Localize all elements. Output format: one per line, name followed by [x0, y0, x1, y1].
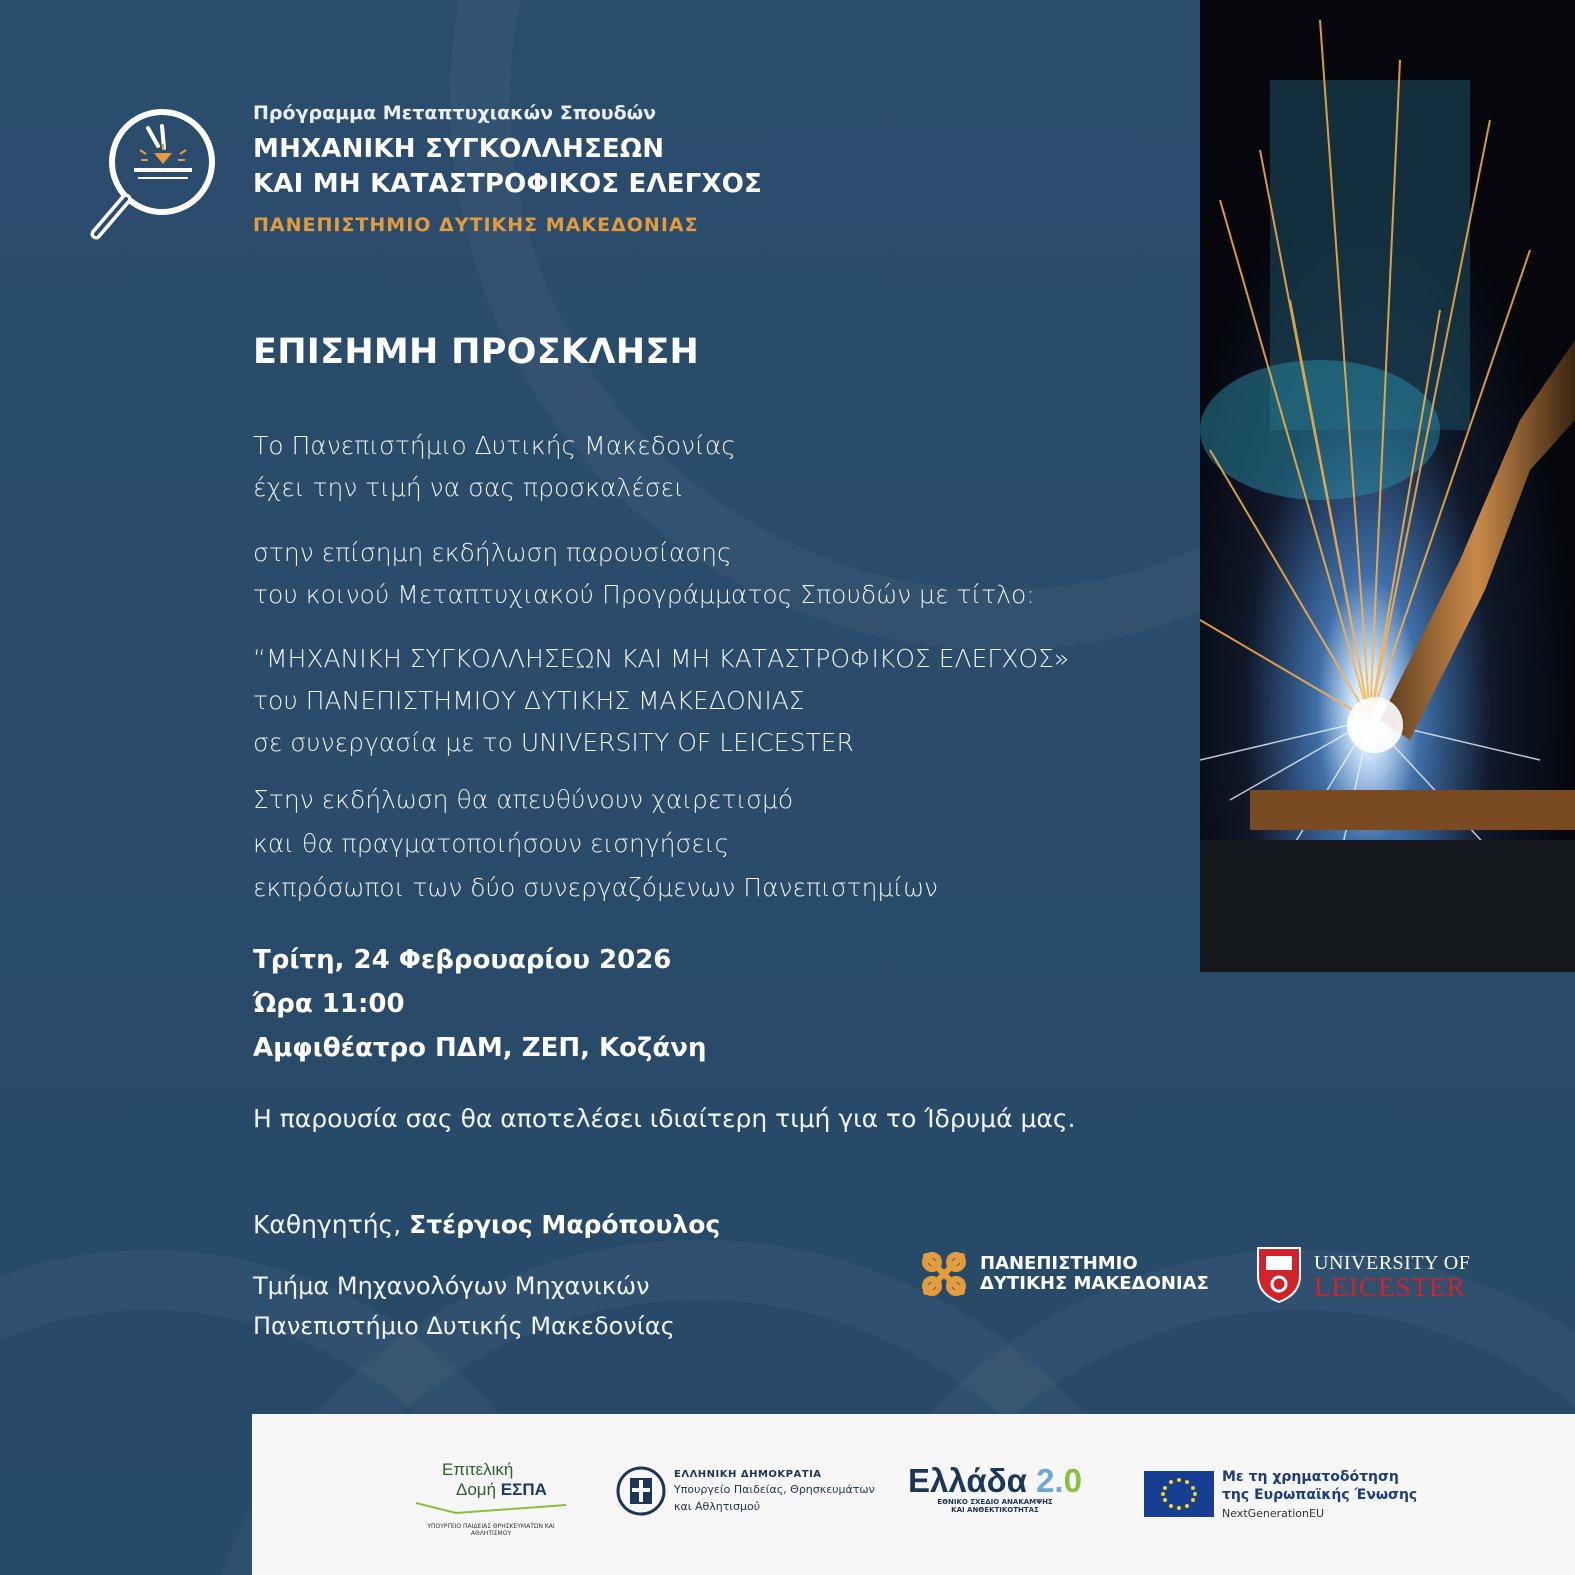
- paragraph-1-line1: Το Πανεπιστήμιο Δυτικής Μακεδονίας: [253, 431, 736, 460]
- program-title-line1: ΜΗΧΑΝΙΚΗ ΣΥΓΚΟΛΛΗΣΕΩΝ: [253, 134, 665, 164]
- hellenic-line2: Υπουργείο Παιδείας, Θρησκευμάτων: [674, 1482, 875, 1496]
- uowm-logo-line2: ΔΥΤΙΚΗΣ ΜΑΚΕΔΟΝΙΑΣ: [980, 1273, 1209, 1294]
- paragraph-2-line1: στην επίσημη εκδήλωση παρουσίασης: [253, 538, 732, 567]
- eu-line3: NextGenerationEU: [1222, 1507, 1324, 1520]
- invitation-heading: ΕΠΙΣΗΜΗ ΠΡΟΣΚΛΗΣΗ: [253, 332, 700, 372]
- hellenic-republic-logo: [616, 1466, 875, 1516]
- university-name: ΠΑΝΕΠΙΣΤΗΜΙΟ ΔΥΤΙΚΗΣ ΜΑΚΕΔΟΝΙΑΣ: [253, 214, 699, 236]
- signer-name: Στέργιος Μαρόπουλος: [409, 1210, 721, 1239]
- espa-logo: [416, 1460, 566, 1537]
- paragraph-4-line2: και θα πραγματοποιήσουν εισηγήσεις: [253, 829, 730, 858]
- eu-funding-logo: [1144, 1468, 1417, 1520]
- program-title-line2: ΚΑΙ ΜΗ ΚΑΤΑΣΤΡΟΦΙΚΟΣ ΕΛΕΓΧΟΣ: [253, 169, 763, 199]
- signer-department: Τμήμα Μηχανολόγων Μηχανικών: [253, 1272, 650, 1300]
- greece-2-0-num-b: 0: [1063, 1462, 1082, 1499]
- uowm-knot-icon: [918, 1248, 970, 1300]
- event-venue: Αμφιθέατρο ΠΔΜ, ΖΕΠ, Κοζάνη: [253, 1033, 707, 1063]
- paragraph-2-line2: του κοινού Μεταπτυχιακού Προγράμματος Σπουδών με τίτλο:: [253, 580, 1035, 609]
- paragraph-3-line2: του ΠΑΝΕΠΙΣΤΗΜΙΟΥ ΔΥΤΙΚΗΣ ΜΑΚΕΔΟΝΙΑΣ: [253, 686, 805, 715]
- greece-2-0-logo: [908, 1464, 1082, 1514]
- espa-line2-word: Δομή: [456, 1480, 501, 1499]
- signer-university: Πανεπιστήμιο Δυτικής Μακεδονίας: [253, 1312, 675, 1340]
- greece-2-0-sub1: ΕΘΝΙΚΟ ΣΧΕΔΙΟ ΑΝΑΚΑΜΨΗΣ: [937, 1498, 1053, 1506]
- signer-title: Καθηγητής,: [253, 1210, 402, 1239]
- leicester-logo-line2: LEICESTER: [1314, 1272, 1466, 1302]
- paragraph-3: [253, 638, 1069, 764]
- greece-2-0-word: Ελλάδα: [908, 1462, 1037, 1499]
- event-date: Τρίτη, 24 Φεβρουαρίου 2026: [253, 945, 672, 975]
- funding-footer: [252, 1414, 1575, 1575]
- greece-2-0-sub2: ΚΑΙ ΑΝΘΕΚΤΙΚΟΤΗΤΑΣ: [951, 1506, 1039, 1514]
- welding-photo: [1200, 0, 1575, 972]
- eu-flag-icon: [1144, 1471, 1214, 1517]
- closing-sentence: Η παρουσία σας θα αποτελέσει ιδιαίτερη τιμή για το Ίδρυμά μας.: [253, 1104, 1076, 1133]
- leicester-logo-line1: UNIVERSITY OF: [1314, 1252, 1471, 1274]
- paragraph-1-line2: έχει την τιμή να σας προσκαλέσει: [253, 473, 684, 502]
- paragraph-1: [253, 425, 736, 509]
- leicester-shield-icon: [1256, 1246, 1302, 1304]
- espa-swoosh-icon: [416, 1501, 566, 1515]
- espa-line2: [416, 1480, 566, 1500]
- greece-2-0-wordmark: [908, 1464, 1082, 1498]
- event-time: Ώρα 11:00: [253, 989, 405, 1019]
- espa-line1: Επιτελική: [442, 1460, 514, 1479]
- signer-line: [253, 1210, 720, 1239]
- welding-magnifier-icon: [86, 98, 220, 244]
- hellenic-line1: ΕΛΛΗΝΙΚΗ ΔΗΜΟΚΡΑΤΙΑ: [674, 1468, 822, 1480]
- espa-acronym: ΕΣΠΑ: [500, 1480, 547, 1499]
- espa-subline: ΥΠΟΥΡΓΕΙΟ ΠΑΙΔΕΙΑΣ ΘΡΗΣΚΕΥΜΑΤΩΝ ΚΑΙ ΑΘΛΗΤΙΣΜΟΥ: [427, 1523, 555, 1537]
- greek-emblem-icon: [616, 1466, 666, 1516]
- eu-line1: Με τη χρηματοδότηση: [1222, 1469, 1399, 1485]
- signer-affiliation: [253, 1266, 675, 1346]
- eu-line2: της Ευρωπαϊκής Ένωσης: [1222, 1487, 1418, 1503]
- program-subtitle: Πρόγραμμα Μεταπτυχιακών Σπουδών: [253, 102, 657, 124]
- event-details: [253, 938, 706, 1070]
- uowm-logo-line1: ΠΑΝΕΠΙΣΤΗΜΙΟ: [980, 1253, 1138, 1274]
- paragraph-3-line1: “ΜΗΧΑΝΙΚΗ ΣΥΓΚΟΛΛΗΣΕΩΝ ΚΑΙ ΜΗ ΚΑΤΑΣΤΡΟΦΙΚΟΣ ΕΛΕΓΧΟΣ»: [253, 644, 1070, 673]
- paragraph-3-line3: σε συνεργασία με το UNIVERSITY OF LEICESTER: [253, 728, 854, 757]
- program-header: [253, 100, 762, 236]
- paragraph-4: [253, 778, 938, 910]
- paragraph-2: [253, 532, 1035, 616]
- paragraph-4-line1: Στην εκδήλωση θα απευθύνουν χαιρετισμό: [253, 785, 794, 814]
- hellenic-line3: και Αθλητισμού: [674, 1499, 761, 1513]
- uowm-partner-logo: [918, 1248, 1209, 1300]
- leicester-partner-logo: [1256, 1246, 1470, 1304]
- greece-2-0-num-a: 2.: [1036, 1462, 1064, 1499]
- paragraph-4-line3: εκπρόσωποι των δύο συνεργαζόμενων Πανεπιστημίων: [253, 873, 938, 902]
